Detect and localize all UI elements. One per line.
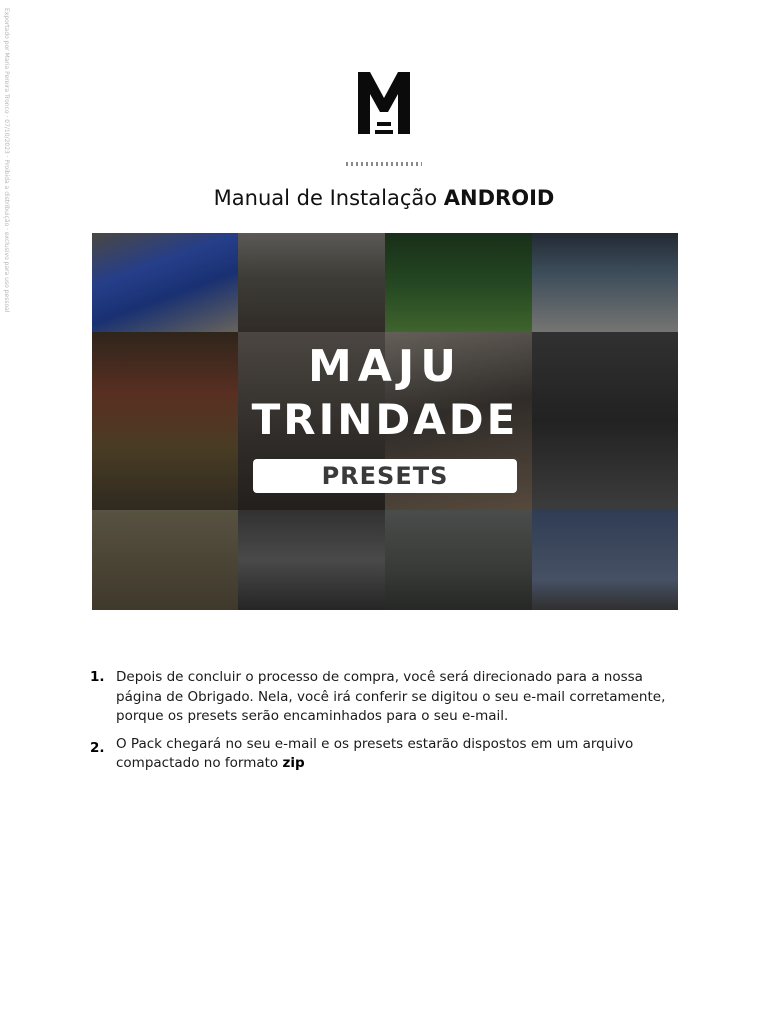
hero-brand-line2: TRINDADE (251, 395, 519, 444)
page-title-bold: ANDROID (443, 186, 555, 210)
step-text: O Pack chegará no seu e-mail e os presets estarão dispostos em um arquivo compactado no formato (116, 735, 634, 771)
step-number: 2. (90, 739, 105, 756)
brand-logo (358, 72, 410, 136)
hero-brand-line1: MAJU (308, 341, 462, 392)
page-title-regular: Manual de Instalação (213, 186, 444, 210)
side-watermark: Exportado por Maria Pereira Tronco · 07/10/2023 · Proibida a distribuição · exclusivo para uso pessoal (3, 8, 10, 313)
step-number: 1. (90, 669, 105, 685)
step-item (88, 668, 688, 727)
hero-presets-label: PRESETS (253, 459, 517, 493)
dotted-divider (346, 162, 422, 166)
step-item (88, 735, 688, 774)
step-text: Depois de concluir o processo de compra, você será direcionado para a nossa página de Obrigado. Nela, você irá conferir se digitou o seu e-mail corretamente, porque os presets serão encaminhados para o seu e-mail. (116, 669, 666, 724)
step-text-bold: zip (282, 755, 305, 771)
page-title (0, 183, 768, 213)
hero-photo-collage (92, 233, 678, 610)
instruction-steps (88, 668, 688, 782)
logo-m-icon (358, 72, 410, 136)
